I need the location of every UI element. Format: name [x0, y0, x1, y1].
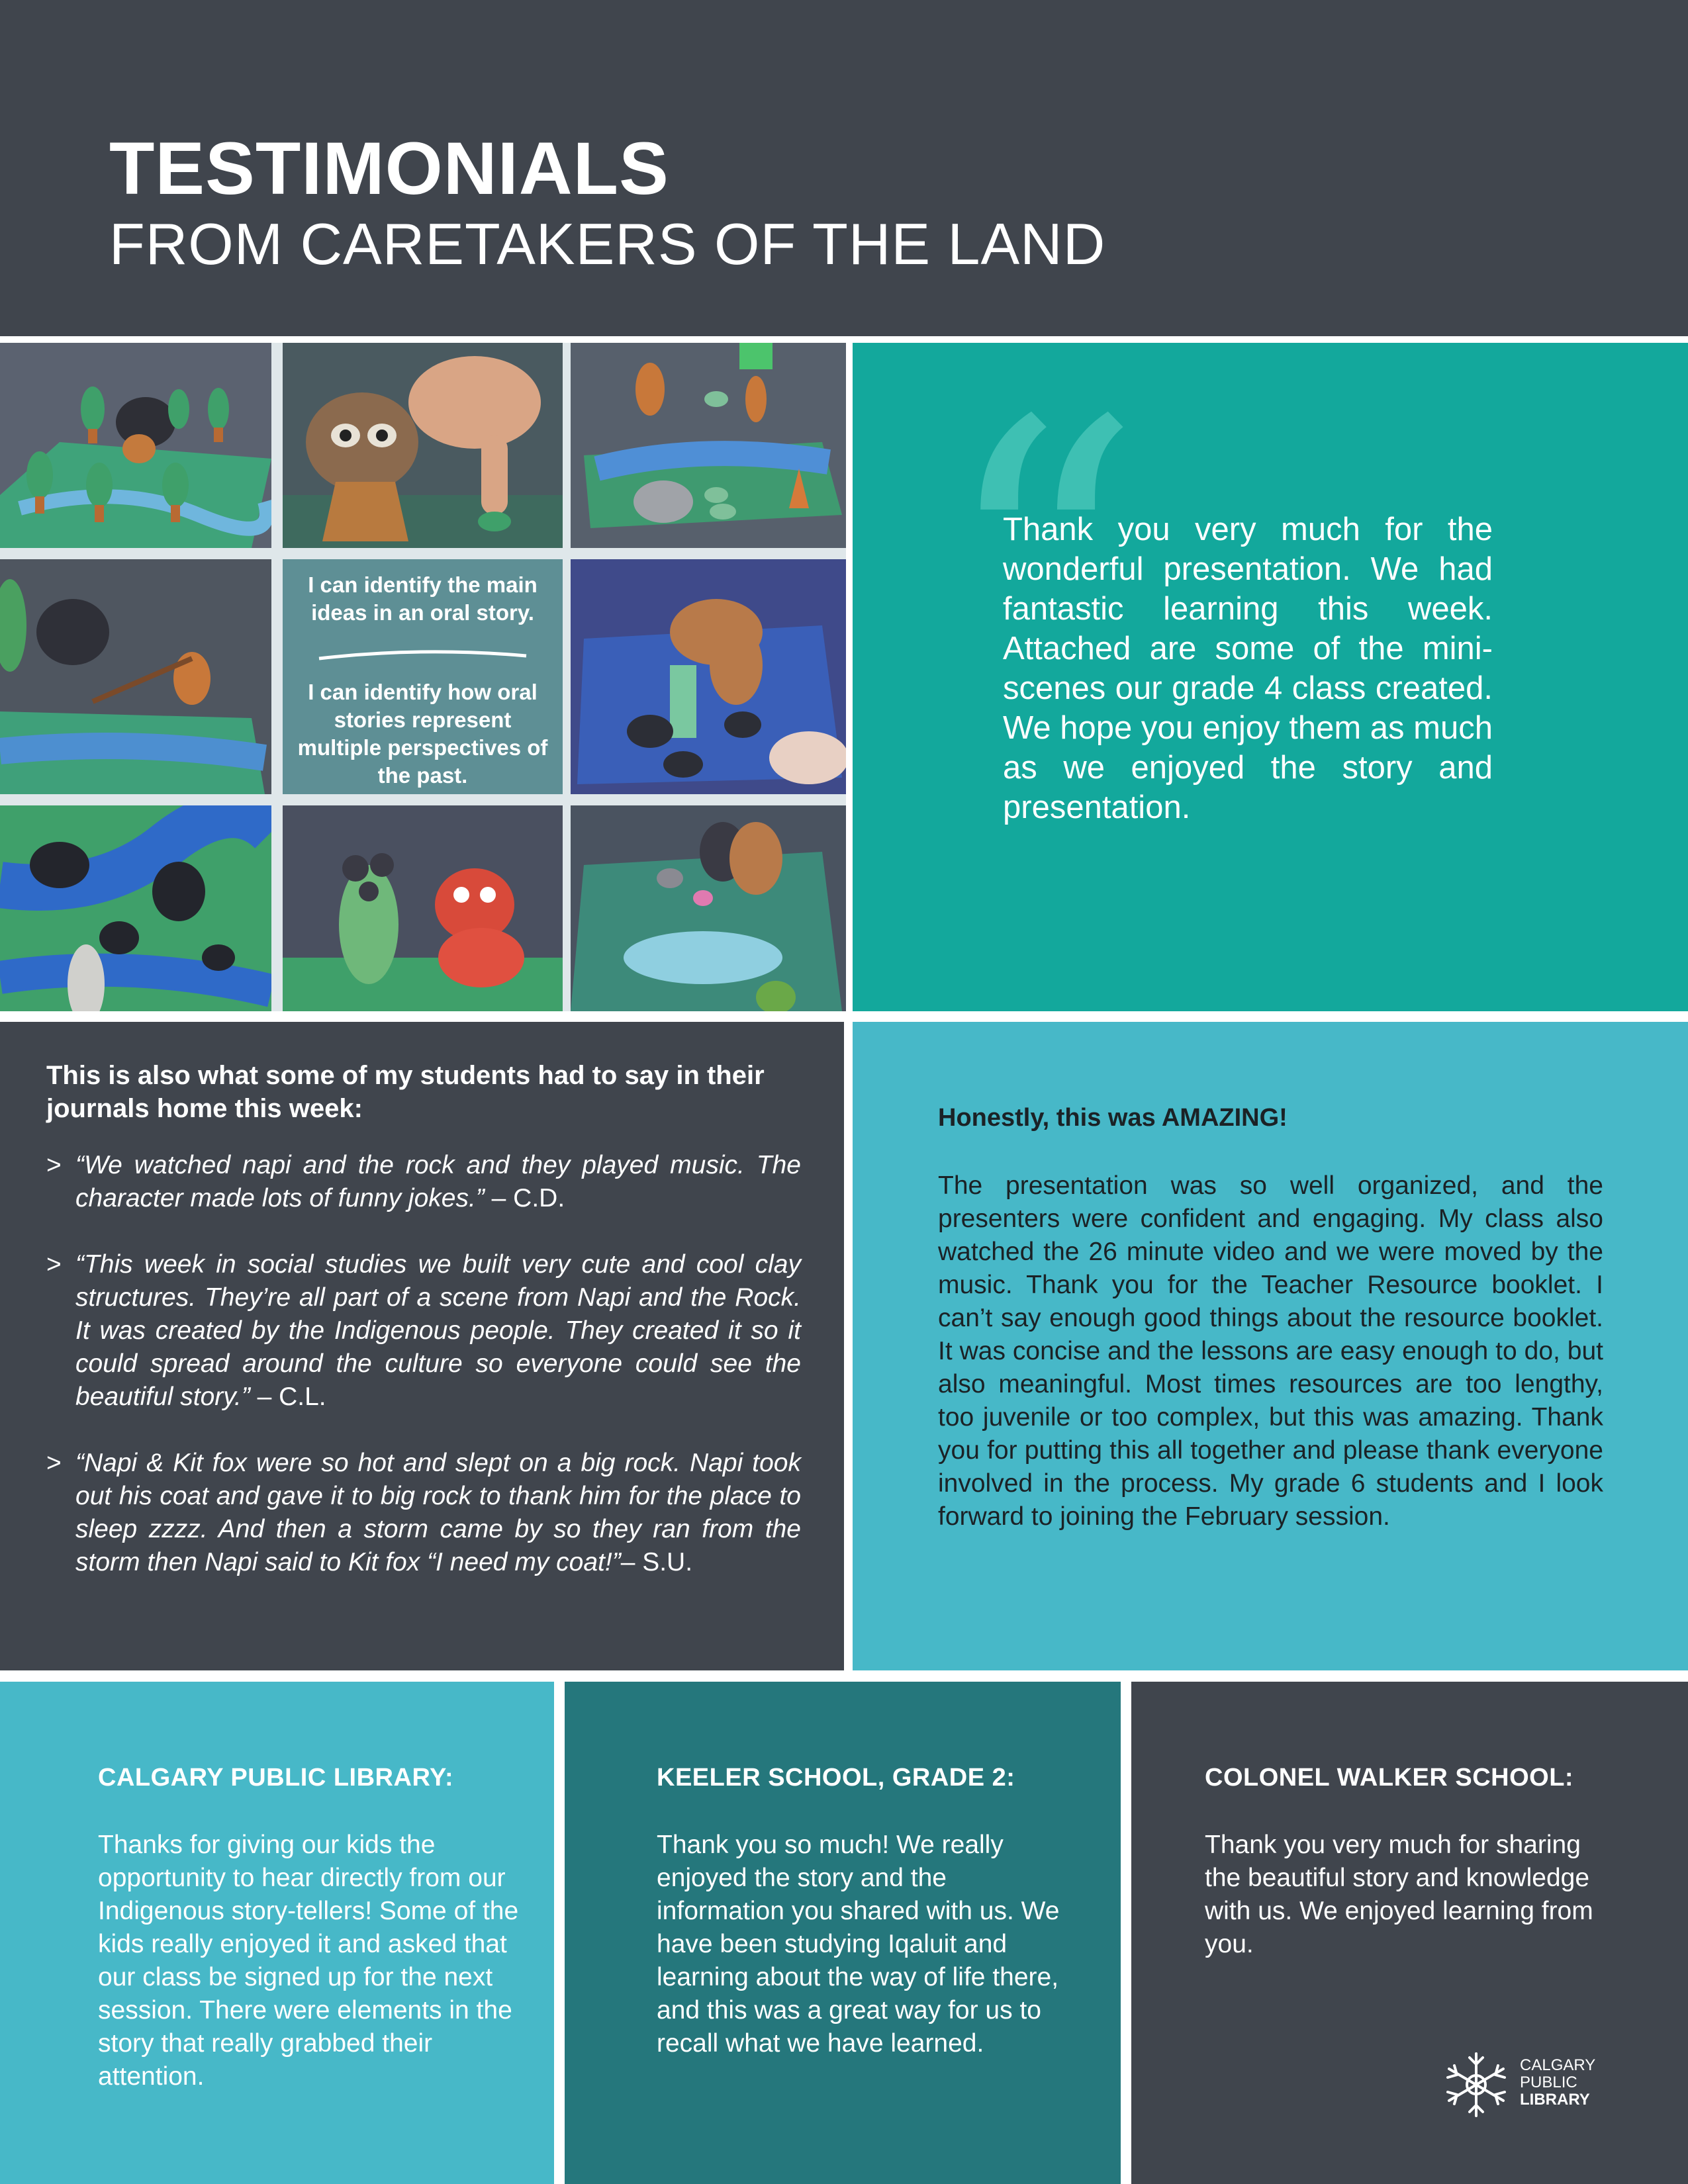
bullet-marker: > — [46, 1449, 62, 1477]
logo-line: PUBLIC — [1520, 2073, 1577, 2091]
column-body: Thank you very much for sharing the beautiful story and knowledge with us. We enjoyed learning from you. — [1205, 1831, 1593, 1958]
journal-author: – C.D. — [484, 1184, 565, 1212]
clay-scene-photo — [0, 343, 271, 548]
bullet-marker: > — [46, 1151, 62, 1179]
column-heading: KEELER SCHOOL, GRADE 2: — [657, 1764, 1015, 1792]
page-title: TESTIMONIALS — [109, 127, 669, 210]
testimonial-column-calgary — [0, 1682, 554, 2184]
bullet-marker: > — [46, 1250, 62, 1279]
logo-line: LIBRARY — [1520, 2091, 1590, 2109]
learning-goal-2: I can identify how oral stories represent multiple perspectives of the past. — [297, 680, 548, 788]
learning-goals-card — [283, 559, 563, 794]
journal-author: – C.L. — [250, 1383, 326, 1411]
journal-author: – S.U. — [620, 1548, 693, 1576]
clay-scene-photo — [571, 805, 846, 1011]
clay-scene-photo — [0, 559, 271, 794]
learning-goal-1: I can identify the main ideas in an oral story. — [308, 572, 538, 625]
journal-quote: “Napi & Kit fox were so hot and slept on a big rock. Napi took out his coat and gave it to big rock to thank him for the place to sleep zzzz. And then a storm came by so they ran from the storm then Napi said to Kit fox “I need my coat!” — [75, 1449, 801, 1576]
journal-quote: “This week in social studies we built very cute and cool clay structures. They’re all part of a scene from Napi and the Rock. It was created by the Indigenous people. They created it so it could spread around the culture so everyone could see the beautiful story.” — [75, 1250, 801, 1411]
library-logo-icon — [1440, 2048, 1513, 2121]
quote-mark-icon: “ — [940, 338, 1143, 800]
clay-scene-photo — [571, 343, 846, 548]
logo-line: CALGARY — [1520, 2056, 1596, 2074]
journal-item — [46, 1248, 801, 1414]
amazing-heading: Honestly, this was AMAZING! — [938, 1104, 1288, 1132]
clay-figure-photo — [283, 343, 563, 548]
column-heading: CALGARY PUBLIC LIBRARY: — [98, 1764, 454, 1792]
clay-scene-photo — [0, 805, 271, 1011]
library-logo-text — [1520, 2057, 1595, 2109]
page-subtitle: FROM CARETAKERS OF THE LAND — [109, 211, 1106, 277]
featured-quote-text: Thank you very much for the wonderful presentation. We had fantastic learning this week. Attached are some of the mini-scenes our grade 4 class created. We hope you enjoy them as much as we enjoyed the story and presentation. — [1003, 512, 1493, 825]
journal-item — [46, 1447, 801, 1579]
clay-scene-photo — [283, 805, 563, 1011]
clay-scene-photo — [571, 559, 846, 794]
journal-quote: “We watched napi and the rock and they played music. The character made lots of funny jokes.” — [75, 1151, 801, 1212]
testimonial-column-keeler — [565, 1682, 1121, 2184]
amazing-body: The presentation was so well organized, and the presenters were confident and engaging. My class also watched the 26 minute video and we were moved by the music. Thank you for the Teacher Resource booklet. I can’t say enough good things about the resource booklet. It was concise and the lessons are easy enough to do, but also meaningful. Most times resources are too lengthy, too juvenile or too complex, but this was amazing. Thank you for putting this all together and please thank everyone involved in the process. My grade 6 students and I look forward to joining the February session. — [938, 1171, 1603, 1531]
column-body: Thank you so much! We really enjoyed the story and the information you shared with us. We have been studying Iqaluit and learning about the way of life there, and this was a great way for us to recall what we have learned. — [657, 1831, 1060, 2058]
column-body: Thanks for giving our kids the opportunity to hear directly from our Indigenous story-tellers! Some of the kids really enjoyed it and asked that our class be signed up for the next session. There were elements in the story that really grabbed their attention. — [98, 1831, 519, 2091]
wave-divider — [316, 647, 530, 666]
column-heading: COLONEL WALKER SCHOOL: — [1205, 1764, 1574, 1792]
journal-intro: This is also what some of my students had to say in their journals home this week: — [46, 1061, 765, 1123]
testimonial-column-colonel-walker — [1131, 1682, 1688, 2184]
photo-grid — [0, 343, 846, 1011]
journal-item — [46, 1149, 801, 1215]
